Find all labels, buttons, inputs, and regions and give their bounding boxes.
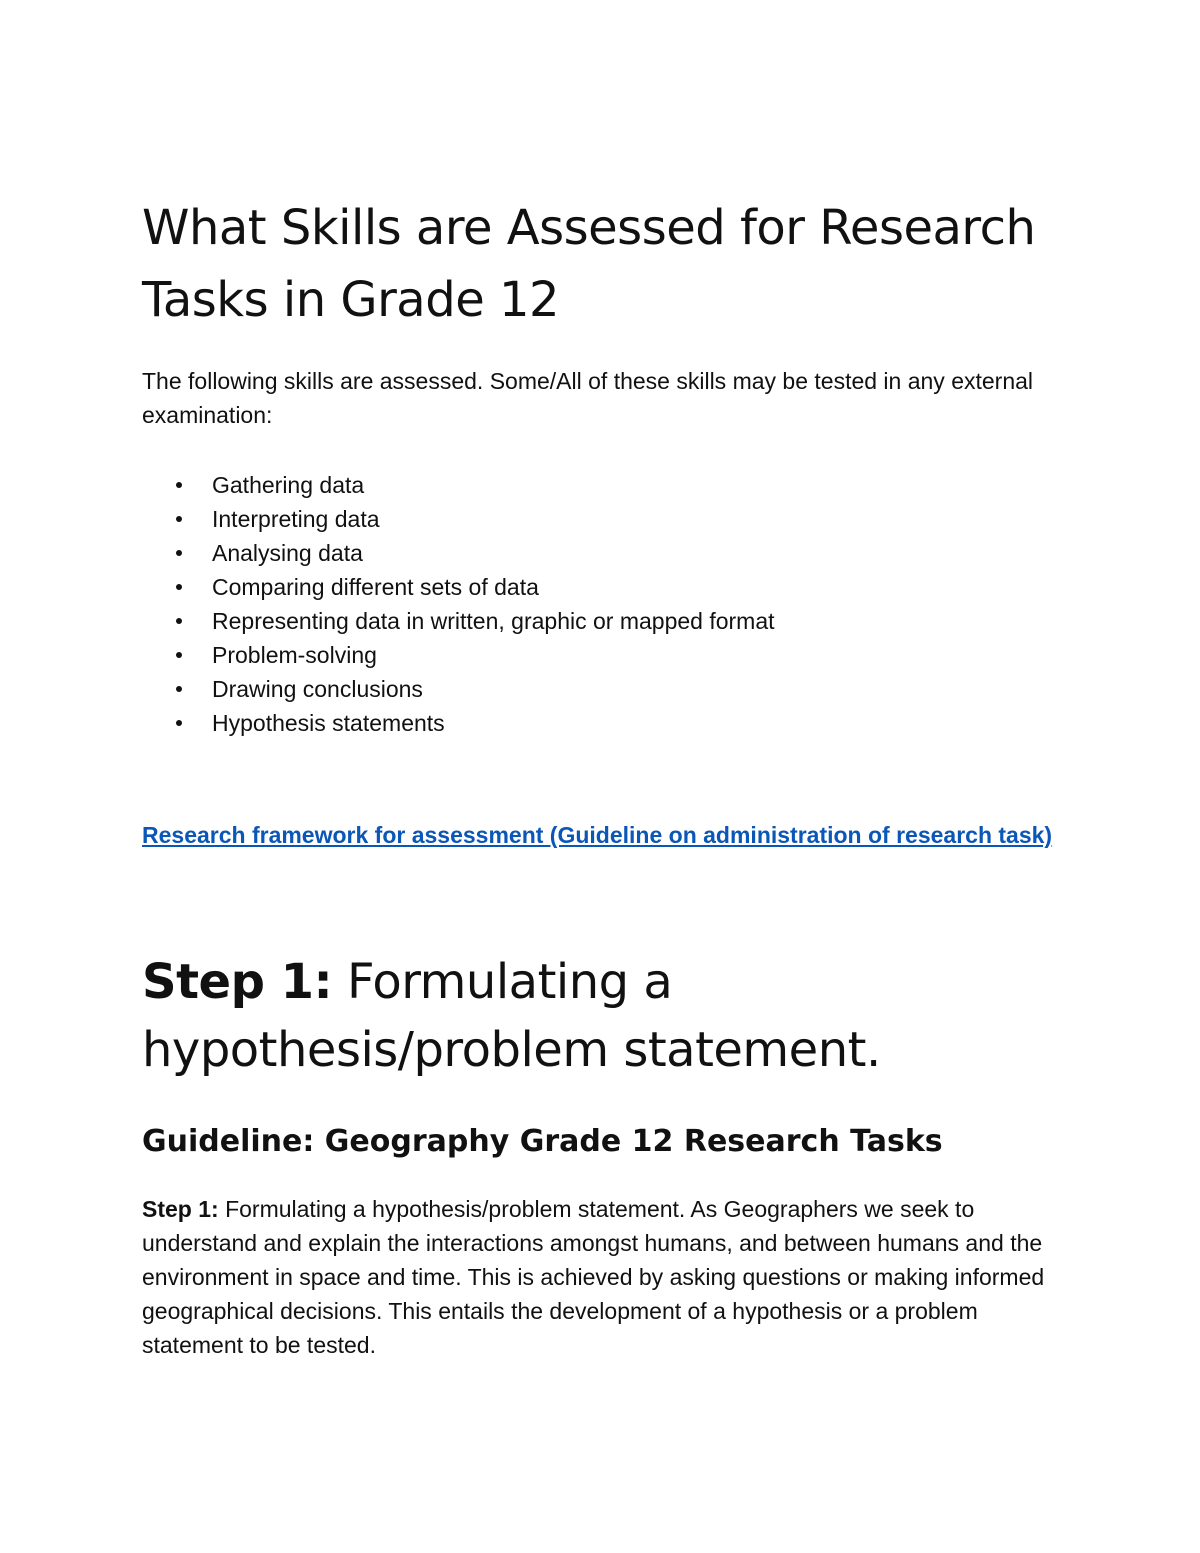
bullet-icon [176,516,182,522]
bullet-icon [176,618,182,624]
list-item [142,468,1082,502]
list-item [142,502,1082,536]
bullet-icon [176,652,182,658]
skill-label: Problem-solving [212,642,377,668]
skill-label: Representing data in written, graphic or mapped format [212,608,775,634]
bullet-icon [176,584,182,590]
bullet-icon [176,550,182,556]
skill-label: Hypothesis statements [212,710,445,736]
list-item [142,604,1082,638]
list-item [142,672,1082,706]
list-item [142,570,1082,604]
list-item [142,536,1082,570]
step1-heading [142,948,1082,1084]
skill-label: Analysing data [212,540,363,566]
step1-label: Step 1: [142,954,333,1010]
skills-list [142,468,1082,740]
intro-paragraph: The following skills are assessed. Some/All of these skills may be tested in any external examination: [142,368,1034,428]
skill-label: Interpreting data [212,506,380,532]
step1-text: Formulating a hypothesis/problem statement. [142,954,881,1078]
skill-label: Comparing different sets of data [212,574,539,600]
guideline-heading: Guideline: Geography Grade 12 Research Tasks [142,1124,943,1159]
bullet-icon [176,686,182,692]
paragraph-text: Formulating a hypothesis/problem statement. As Geographers we seek to understand and explain the interactions amongst humans, and between humans and the environment in space and time. This is achieved by asking questions or making informed geographical decisions. This entails the development of a hypothesis or a problem statement to be tested. [142,1196,1045,1358]
bullet-icon [176,720,182,726]
document-page [142,192,1082,1362]
list-item [142,638,1082,672]
paragraph-label: Step 1: [142,1196,219,1222]
skill-label: Gathering data [212,472,365,498]
skill-label: Drawing conclusions [212,676,423,702]
page-title: What Skills are Assessed for Research Tasks in Grade 12 [142,200,1036,328]
list-item [142,706,1082,740]
step1-paragraph [142,1192,1082,1362]
research-framework-link[interactable]: Research framework for assessment (Guideline on administration of research task) [142,822,1053,848]
bullet-icon [176,482,182,488]
